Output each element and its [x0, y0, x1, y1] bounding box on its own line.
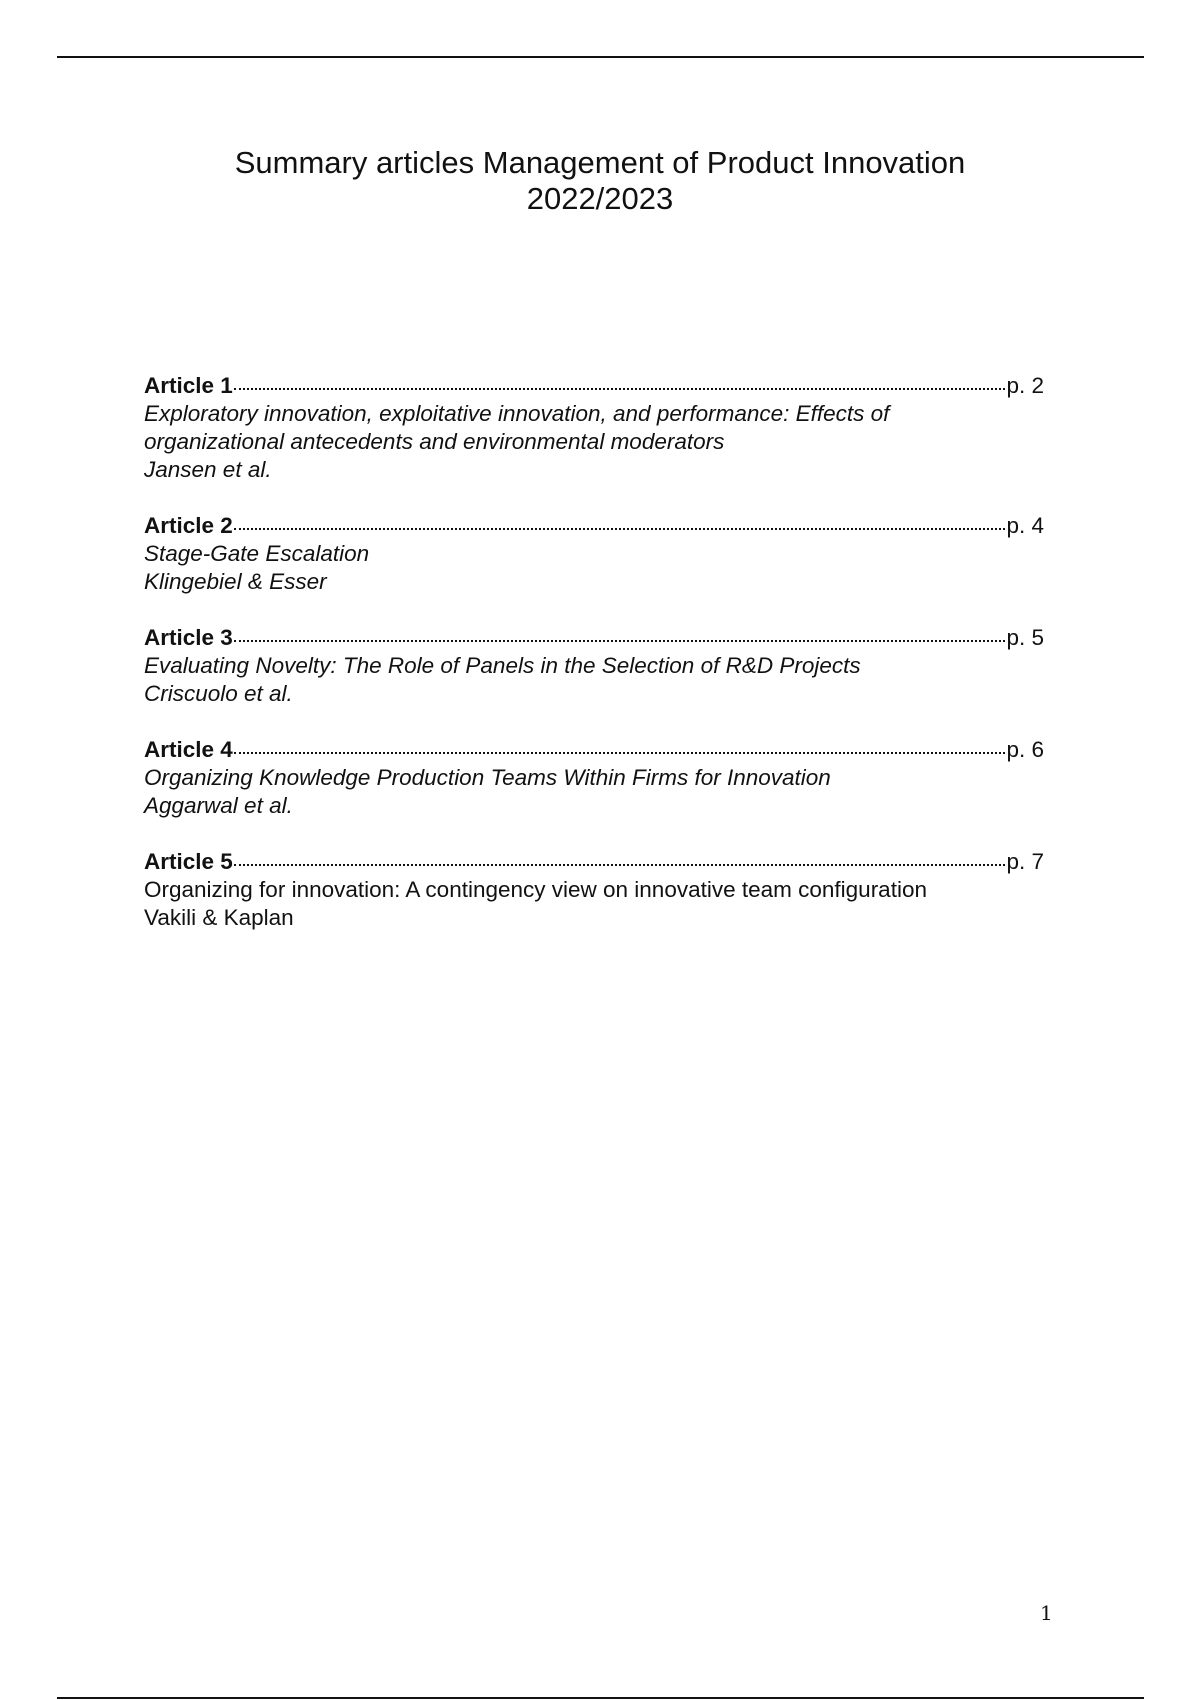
article-authors: Vakili & Kaplan — [144, 905, 294, 930]
toc-entry-article-4[interactable] — [144, 736, 1044, 820]
dot-leader — [234, 640, 1006, 642]
toc-entry-heading — [144, 736, 1044, 764]
article-label: Article 1 — [144, 373, 233, 398]
toc-entry-article-1[interactable] — [144, 372, 1044, 484]
toc-entry-heading — [144, 372, 1044, 400]
toc-entry-heading — [144, 624, 1044, 652]
page-reference: p. 7 — [1006, 849, 1044, 874]
table-of-contents — [144, 372, 1044, 960]
top-rule — [57, 56, 1144, 58]
article-label: Article 4 — [144, 737, 233, 762]
page-reference: p. 2 — [1006, 373, 1044, 398]
article-label: Article 3 — [144, 625, 233, 650]
article-authors: Klingebiel & Esser — [144, 569, 327, 594]
toc-entry-heading — [144, 848, 1044, 876]
page-reference: p. 6 — [1006, 737, 1044, 762]
toc-entry-article-2[interactable] — [144, 512, 1044, 596]
dot-leader — [234, 752, 1006, 754]
dot-leader — [234, 528, 1006, 530]
page-reference: p. 5 — [1006, 625, 1044, 650]
article-title-line: organizational antecedents and environmental moderators — [144, 429, 725, 454]
toc-entry-article-5[interactable] — [144, 848, 1044, 932]
article-label: Article 5 — [144, 849, 233, 874]
article-title-line: Stage-Gate Escalation — [144, 541, 370, 566]
article-title-line: Exploratory innovation, exploitative innovation, and performance: Effects of — [144, 401, 890, 426]
dot-leader — [234, 388, 1006, 390]
article-authors: Jansen et al. — [144, 457, 272, 482]
article-label: Article 2 — [144, 513, 233, 538]
article-title-line: Evaluating Novelty: The Role of Panels in the Selection of R&D Projects — [144, 653, 861, 678]
article-title-line: Organizing for innovation: A contingency view on innovative team configuration — [144, 877, 927, 902]
article-authors: Aggarwal et al. — [144, 793, 293, 818]
article-authors: Criscuolo et al. — [144, 681, 293, 706]
dot-leader — [234, 864, 1006, 866]
title-line-2: 2022/2023 — [526, 181, 674, 216]
toc-entry-heading — [144, 512, 1044, 540]
page-number: 1 — [1040, 1601, 1053, 1625]
toc-entry-article-3[interactable] — [144, 624, 1044, 708]
article-title-line: Organizing Knowledge Production Teams Within Firms for Innovation — [144, 765, 831, 790]
document-title — [200, 145, 1000, 217]
page-reference: p. 4 — [1006, 513, 1044, 538]
bottom-rule — [57, 1697, 1144, 1699]
title-line-1: Summary articles Management of Product Innovation — [234, 145, 966, 180]
